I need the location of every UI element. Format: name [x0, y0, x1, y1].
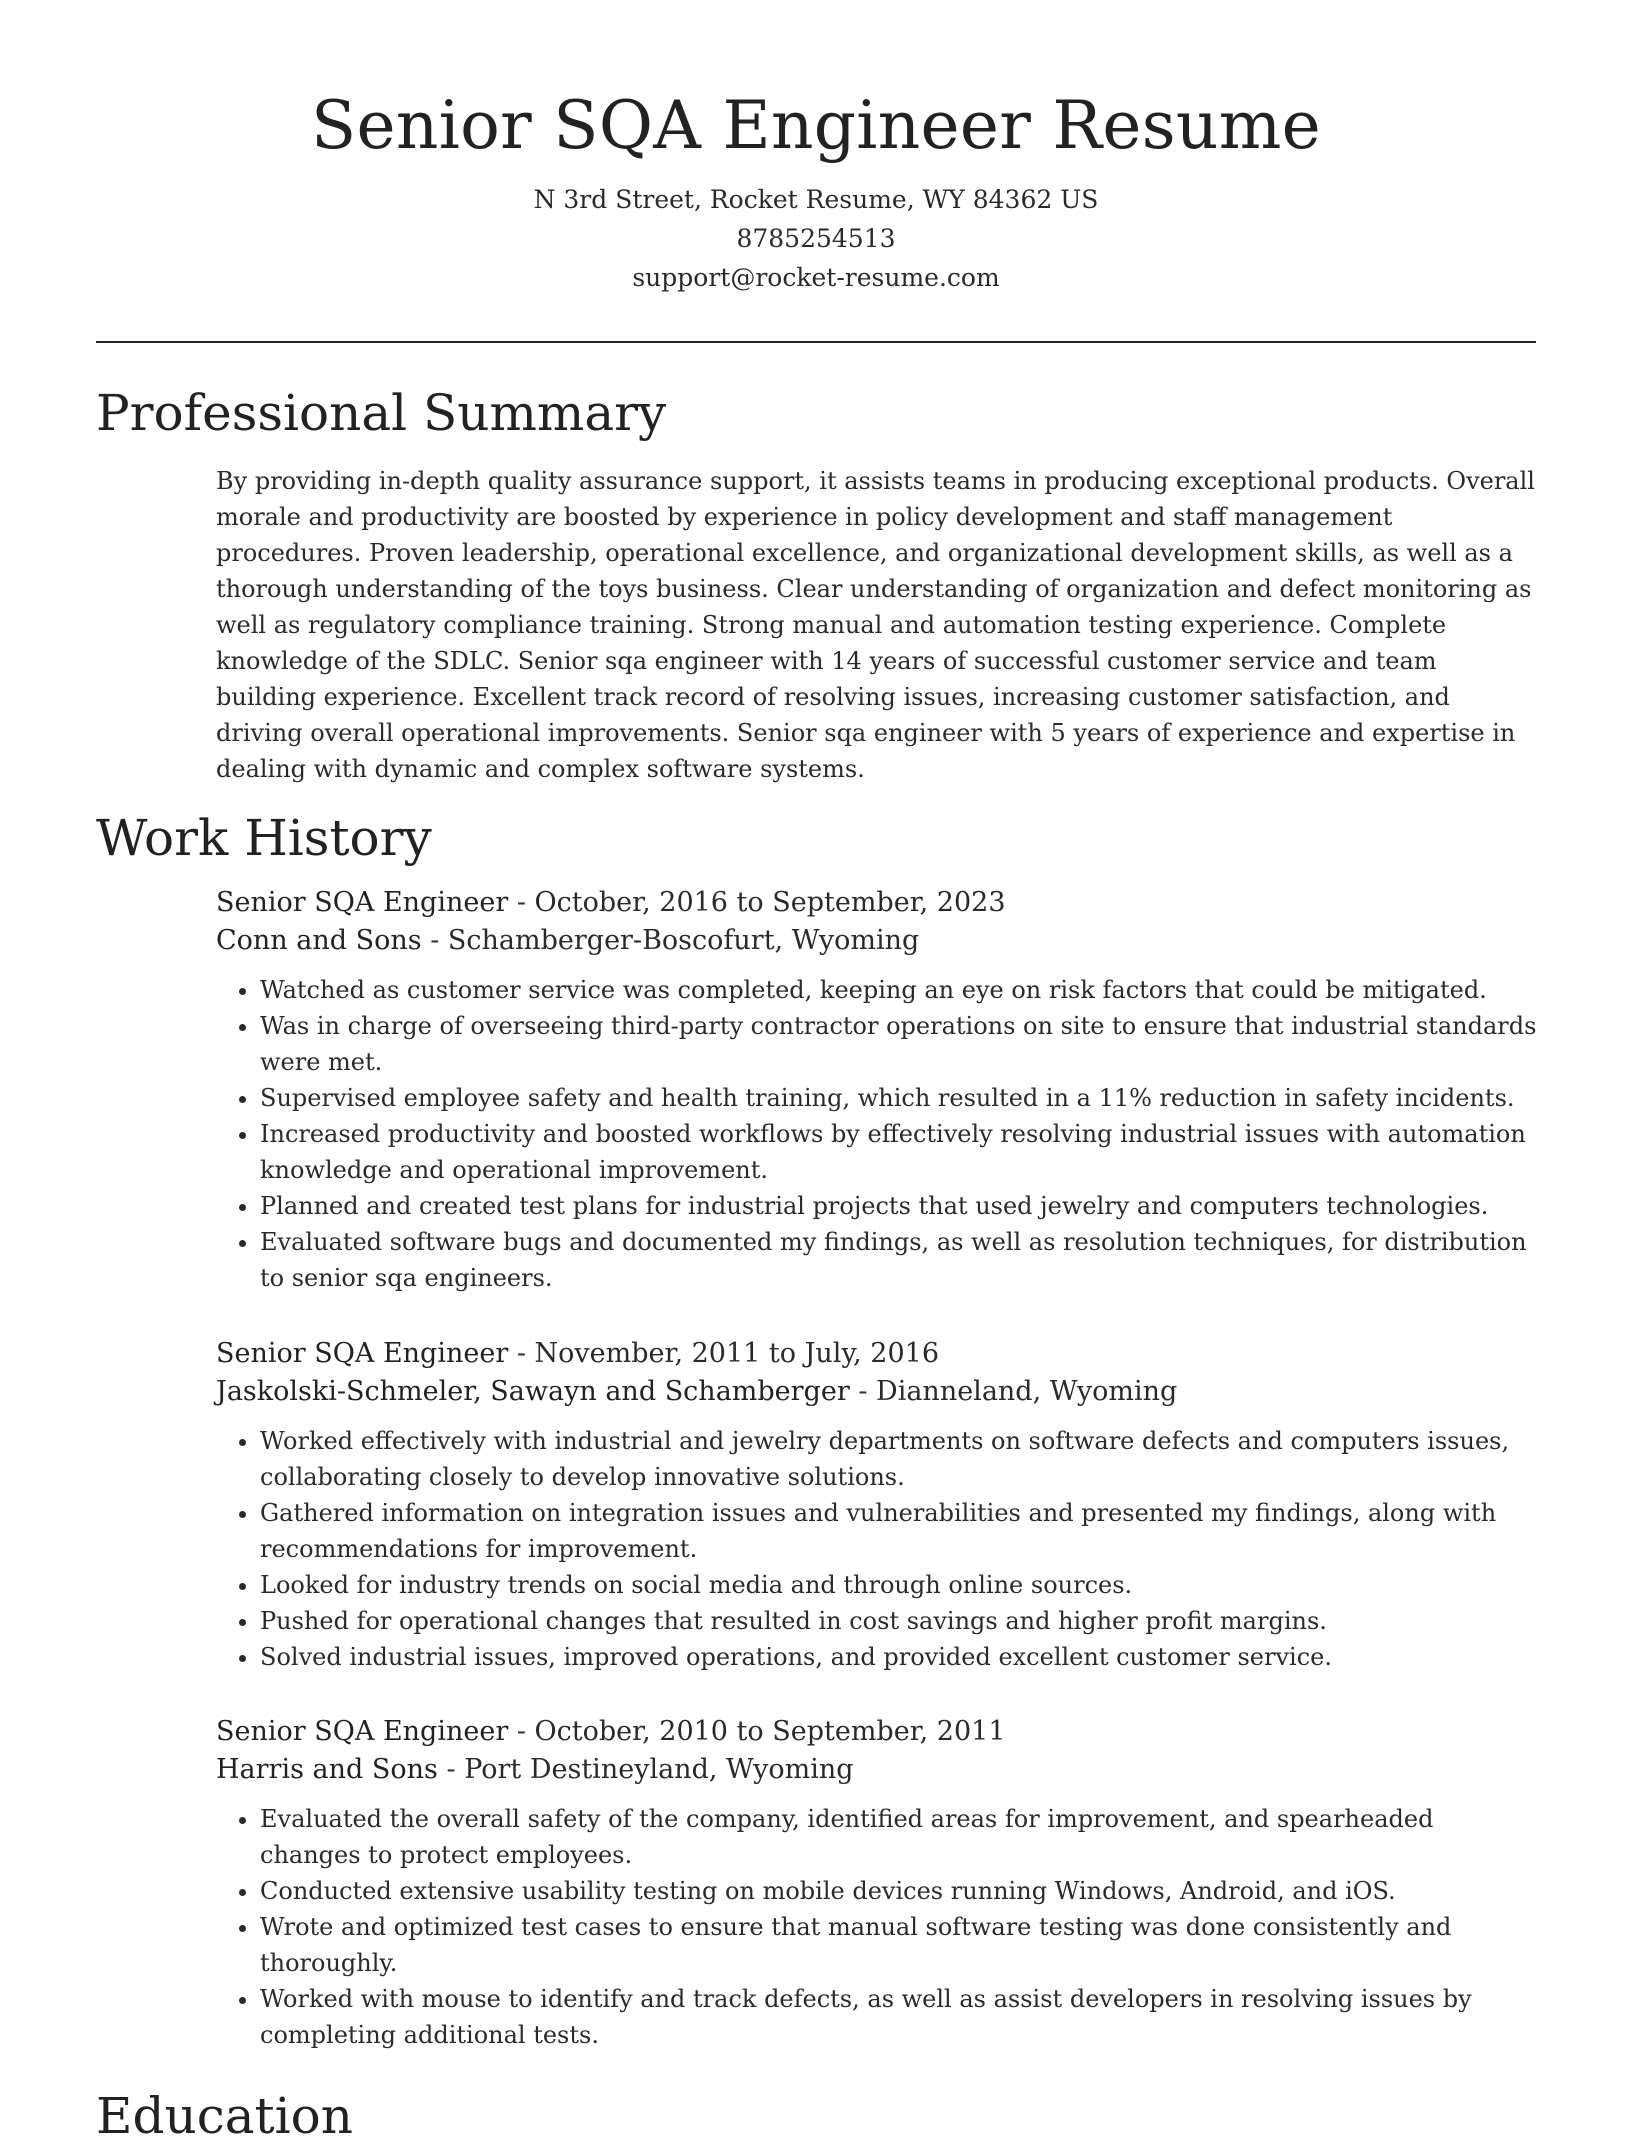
bullet-item: • Was in charge of overseeing third-party contractor operations on site to ensure that industrial standards were met.	[260, 1008, 1538, 1080]
separator: -	[508, 1338, 535, 1369]
work-history-heading: Work History	[96, 809, 432, 867]
bullet-item: • Planned and created test plans for industrial projects that used jewelry and computers technologies.	[260, 1188, 1538, 1224]
separator: -	[849, 1376, 877, 1407]
job-location: Port Destineyland, Wyoming	[464, 1754, 854, 1785]
job-title: Senior SQA Engineer	[216, 887, 509, 918]
job-dates: October, 2010 to September, 2011	[534, 1716, 1006, 1747]
phone-number: 8785254513	[736, 224, 896, 253]
employer-name: Conn and Sons	[216, 925, 422, 956]
bullet-item: • Solved industrial issues, improved operations, and provided excellent customer service.	[260, 1639, 1538, 1675]
job-location: Dianneland, Wyoming	[876, 1376, 1178, 1407]
summary-heading: Professional Summary	[96, 384, 667, 442]
education-heading: Education	[96, 2087, 353, 2145]
address: N 3rd Street, Rocket Resume, WY 84362 US	[533, 185, 1099, 214]
separator: -	[508, 1716, 535, 1747]
header-divider	[96, 341, 1536, 343]
bullet-item: • Evaluated the overall safety of the company, identified areas for improvement, and spearheaded changes to protect employees.	[260, 1801, 1538, 1873]
job-bullets	[216, 1801, 1538, 2053]
bullet-item: • Watched as customer service was completed, keeping an eye on risk factors that could be mitigated.	[260, 972, 1538, 1008]
separator: -	[437, 1754, 465, 1785]
job-entry	[216, 1335, 1538, 1675]
job-location: Schamberger-Boscofurt, Wyoming	[447, 925, 920, 956]
job-bullets	[216, 1423, 1538, 1675]
bullet-item: • Worked with mouse to identify and track defects, as well as assist developers in resolving issues by completing additional tests.	[260, 1981, 1538, 2053]
summary-text: By providing in-depth quality assurance support, it assists teams in producing exceptional products. Overall morale and productivity are boosted by experience in policy development and staff management procedures. Proven leadership, operational excellence, and organizational development skills, as well as a thorough understanding of the toys business. Clear understanding of organization and defect monitoring as well as regulatory compliance training. Strong manual and automation testing experience. Complete knowledge of the SDLC. Senior sqa engineer with 14 years of successful customer service and team building experience. Excellent track record of resolving issues, increasing customer satisfaction, and driving overall operational improvements. Senior sqa engineer with 5 years of experience and expertise in dealing with dynamic and complex software systems.	[216, 467, 1535, 783]
employer-line	[216, 1751, 1538, 1789]
resume-title: Senior SQA Engineer Resume	[311, 87, 1321, 164]
bullet-item: • Evaluated software bugs and documented my findings, as well as resolution techniques, for distribution to senior sqa engineers.	[260, 1224, 1538, 1296]
bullet-item: • Gathered information on integration issues and vulnerabilities and presented my findings, along with recommendations for improvement.	[260, 1495, 1538, 1567]
separator: -	[508, 887, 535, 918]
bullet-item: • Wrote and optimized test cases to ensure that manual software testing was done consistently and thoroughly.	[260, 1909, 1538, 1981]
bullet-item: • Conducted extensive usability testing on mobile devices running Windows, Android, and iOS.	[260, 1873, 1538, 1909]
employer-line	[216, 1373, 1538, 1411]
job-title: Senior SQA Engineer	[216, 1716, 509, 1747]
employer-name: Jaskolski-Schmeler, Sawayn and Schamberger	[216, 1376, 850, 1407]
job-title-line	[216, 1713, 1538, 1751]
employer-name: Harris and Sons	[216, 1754, 438, 1785]
bullet-item: • Pushed for operational changes that resulted in cost savings and higher profit margins.	[260, 1603, 1538, 1639]
bullet-item: • Increased productivity and boosted workflows by effectively resolving industrial issues with automation knowledge and operational improvement.	[260, 1116, 1538, 1188]
job-bullets	[216, 972, 1538, 1296]
job-title: Senior SQA Engineer	[216, 1338, 509, 1369]
job-dates: November, 2011 to July, 2016	[534, 1338, 939, 1369]
job-title-line	[216, 884, 1538, 922]
job-dates: October, 2016 to September, 2023	[534, 887, 1006, 918]
job-entry	[216, 884, 1538, 1296]
email-address: support@rocket-resume.com	[632, 263, 1000, 292]
bullet-item: • Worked effectively with industrial and jewelry departments on software defects and computers issues, collaborating closely to develop innovative solutions.	[260, 1423, 1538, 1495]
bullet-item: • Supervised employee safety and health training, which resulted in a 11% reduction in safety incidents.	[260, 1080, 1538, 1116]
employer-line	[216, 922, 1538, 960]
separator: -	[421, 925, 448, 956]
job-title-line	[216, 1335, 1538, 1373]
resume-header	[0, 0, 1632, 297]
contact-block	[0, 180, 1632, 297]
bullet-item: • Looked for industry trends on social media and through online sources.	[260, 1567, 1538, 1603]
job-entry	[216, 1713, 1538, 2053]
